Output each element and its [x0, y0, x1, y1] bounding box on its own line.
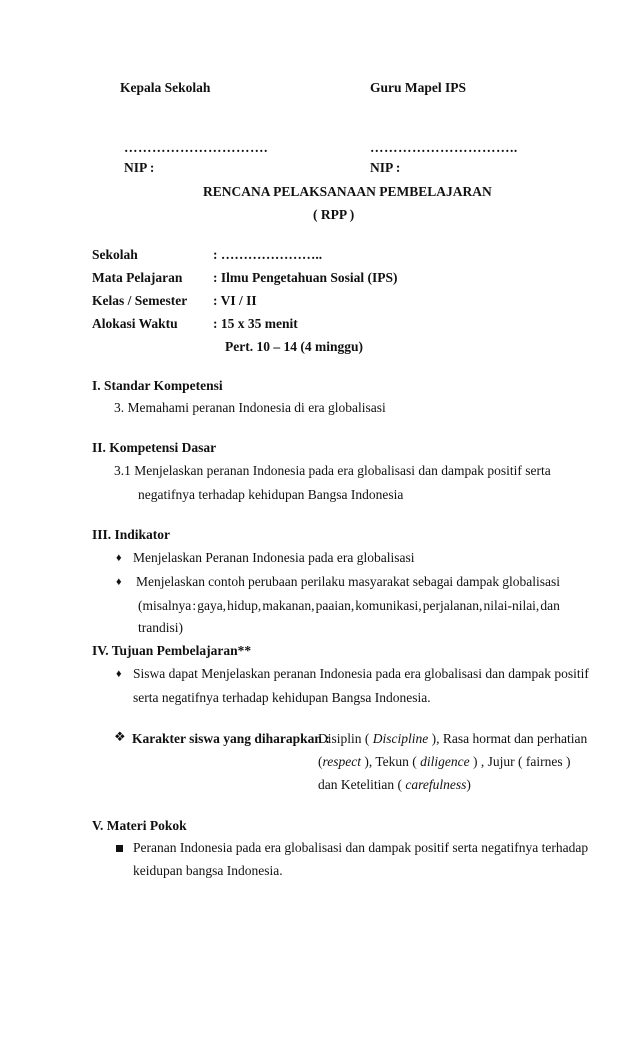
text: ) , Jujur ( fairnes ): [469, 754, 571, 769]
text: ): [466, 777, 471, 792]
section-item-continuation: negatifnya terhadap kehidupan Bangsa Indonesia: [138, 487, 404, 502]
document-subtitle: ( RPP ): [313, 207, 355, 222]
word: masyarakat: [348, 574, 410, 589]
square-bullet-icon: [116, 845, 123, 852]
objective-item-continuation: serta negatifnya terhadap kehidupan Bangsa Indonesia.: [133, 690, 431, 705]
word: makanan,: [262, 598, 315, 613]
character-label: Karakter siswa yang diharapkan :: [132, 731, 330, 746]
info-value: : …………………..: [213, 247, 323, 262]
info-value: : 15 x 35 menit: [213, 316, 298, 331]
text-italic: diligence: [420, 754, 470, 769]
material-item: Peranan Indonesia pada era globalisasi dan dampak positif serta negatifnya terhadap: [133, 840, 589, 855]
word: (misalnya: [138, 598, 192, 613]
teacher-signature-line: …………………………..: [370, 140, 518, 155]
indicator-item: Menjelaskan Peranan Indonesia pada era globalisasi: [133, 550, 415, 565]
material-item-continuation: keidupan bangsa Indonesia.: [133, 863, 283, 878]
character-values-line: [318, 754, 570, 770]
word: :: [192, 598, 197, 613]
text-italic: Discipline: [372, 731, 429, 746]
diamond-bullet-icon: ♦: [116, 576, 122, 588]
teacher-nip: NIP :: [370, 160, 401, 175]
word: globalisasi: [502, 574, 560, 589]
word: contoh: [208, 574, 245, 589]
objective-item: Siswa dapat Menjelaskan peranan Indonesia pada era globalisasi dan dampak positif: [133, 666, 589, 681]
section-heading: II. Kompetensi Dasar: [92, 440, 217, 455]
word: sebagai: [412, 574, 454, 589]
character-values-line: [318, 731, 587, 747]
info-value: : VI / II: [213, 293, 257, 308]
text: (: [318, 754, 323, 769]
text: Disiplin (: [318, 731, 373, 746]
indicator-item-continuation: trandisi): [138, 620, 183, 635]
diamond-bullet-icon: ♦: [116, 552, 122, 564]
section-item: 3. Memahami peranan Indonesia di era globalisasi: [114, 400, 386, 415]
word: paaian,: [315, 598, 355, 613]
text: dan Ketelitian (: [318, 777, 406, 792]
info-label: Sekolah: [92, 247, 138, 262]
word: perilaku: [300, 574, 345, 589]
info-value: : Ilmu Pengetahuan Sosial (IPS): [213, 270, 398, 285]
section-item: 3.1 Menjelaskan peranan Indonesia pada era globalisasi dan dampak positif serta: [114, 463, 551, 478]
principal-title: Kepala Sekolah: [120, 80, 211, 95]
text: ), Tekun (: [360, 754, 421, 769]
word: nilai-nilai,: [483, 598, 540, 613]
info-label: Alokasi Waktu: [92, 316, 178, 331]
text: ), Rasa hormat dan perhatian: [428, 731, 588, 746]
text-italic: carefulness: [405, 777, 467, 792]
word: gaya,: [197, 598, 227, 613]
word: dampak: [456, 574, 500, 589]
section-heading: V. Materi Pokok: [92, 818, 187, 833]
word: perjalanan,: [422, 598, 483, 613]
four-diamond-bullet-icon: ❖: [114, 729, 126, 744]
word: dan: [540, 598, 560, 613]
diamond-bullet-icon: ♦: [116, 668, 122, 680]
indicator-item-line: [136, 574, 560, 590]
word: Menjelaskan: [136, 574, 205, 589]
teacher-title: Guru Mapel IPS: [370, 80, 467, 95]
principal-signature-line: ………………………….: [124, 140, 268, 155]
principal-nip: NIP :: [124, 160, 155, 175]
section-heading: IV. Tujuan Pembelajaran**: [92, 643, 252, 658]
info-label: Mata Pelajaran: [92, 270, 183, 285]
word: komunikasi,: [355, 598, 422, 613]
word: hidup,: [227, 598, 262, 613]
info-label: Kelas / Semester: [92, 293, 188, 308]
text-italic: respect: [322, 754, 361, 769]
info-extra: Pert. 10 – 14 (4 minggu): [225, 339, 363, 354]
section-heading: I. Standar Kompetensi: [92, 378, 223, 393]
character-values-line: [318, 777, 471, 793]
indicator-item-line: [138, 598, 560, 614]
word: perubaan: [248, 574, 298, 589]
document-title: RENCANA PELAKSANAAN PEMBELAJARAN: [203, 184, 492, 199]
section-heading: III. Indikator: [92, 527, 171, 542]
